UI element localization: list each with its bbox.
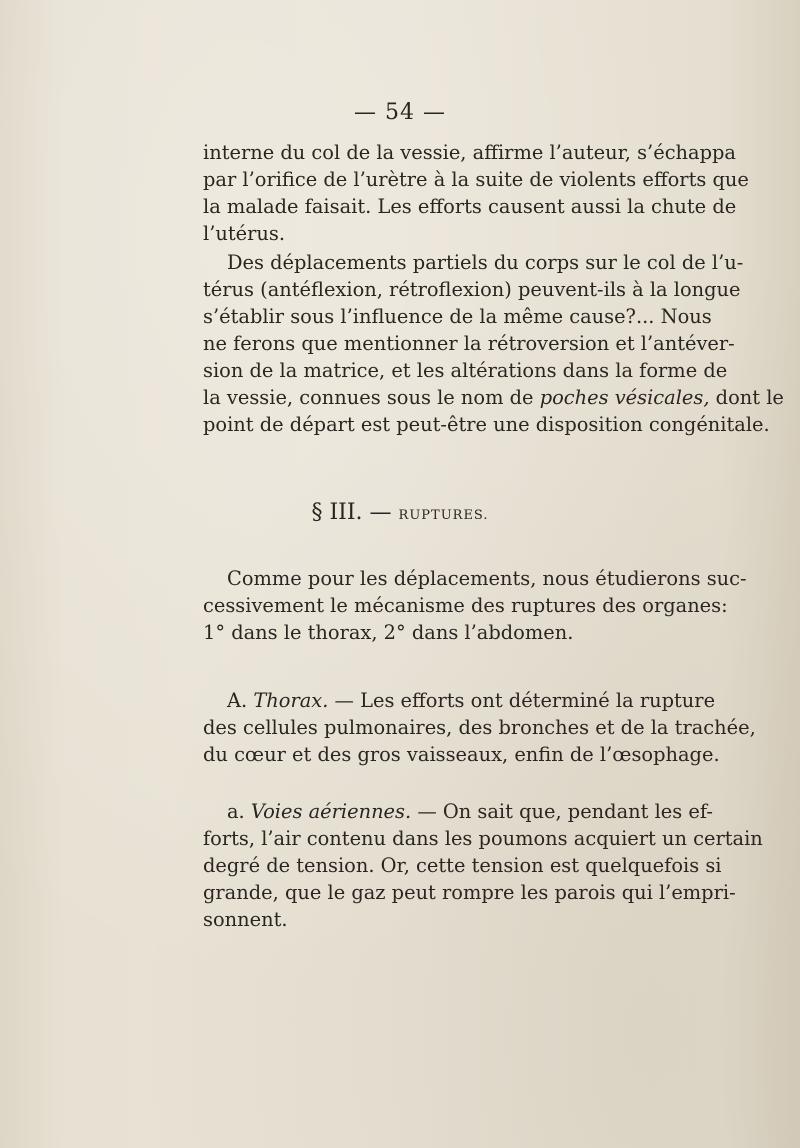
text-line: la malade faisait. Les efforts causent aussi la chute de xyxy=(203,195,737,218)
text-segment: — On sait que, pendant les ef- xyxy=(411,800,713,823)
subsection-title: Thorax. xyxy=(253,689,329,712)
text-line: s’établir sous l’influence de la même cause?... Nous xyxy=(203,305,712,328)
text-line: interne du col de la vessie, affirme l’auteur, s’échappa xyxy=(203,141,736,164)
text-line: sion de la matrice, et les altérations dans la forme de xyxy=(203,359,728,382)
paragraph-intro-ruptures xyxy=(203,565,747,646)
text-line: Des déplacements partiels du corps sur le col de l’u- xyxy=(227,251,744,274)
text-segment: dont le xyxy=(709,386,784,409)
section-heading xyxy=(0,500,800,525)
text-line: degré de tension. Or, cette tension est quelquefois si xyxy=(203,854,722,877)
subsection-label: a. xyxy=(227,800,245,823)
text-line: 1° dans le thorax, 2° dans l’abdomen. xyxy=(203,621,574,644)
text-line: forts, l’air contenu dans les poumons acquiert un certain xyxy=(203,827,763,850)
text-line: sonnent. xyxy=(203,908,288,931)
text-line: cessivement le mécanisme des ruptures des organes: xyxy=(203,594,728,617)
italic-term: poches vésicales, xyxy=(539,386,710,409)
text-line: point de départ est peut-être une disposition congénitale. xyxy=(203,413,770,436)
text-line: des cellules pulmonaires, des bronches et de la trachée, xyxy=(203,716,756,739)
text-line: l’utérus. xyxy=(203,222,285,245)
section-title: RUPTURES. xyxy=(398,508,489,523)
text-line: térus (antéflexion, rétroflexion) peuvent-ils à la longue xyxy=(203,278,741,301)
subsection-label: A. xyxy=(227,689,248,712)
paragraph-airways xyxy=(203,798,763,933)
text-line: ne ferons que mentionner la rétroversion et l’antéver- xyxy=(203,332,735,355)
page-number: — 54 — xyxy=(354,100,446,125)
paragraph-displacements xyxy=(203,249,784,438)
text-line: grande, que le gaz peut rompre les parois qui l’empri- xyxy=(203,881,736,904)
paragraph-thorax xyxy=(203,687,756,768)
text-line xyxy=(203,687,716,714)
section-prefix: § III. — xyxy=(311,500,392,525)
text-line: du cœur et des gros vaisseaux, enfin de l’œsophage. xyxy=(203,743,720,766)
text-segment: — Les efforts ont déterminé la rupture xyxy=(328,689,716,712)
paragraph-continuation xyxy=(203,139,749,247)
text-line xyxy=(203,798,713,825)
text-line xyxy=(203,384,784,411)
text-segment: la vessie, connues sous le nom de xyxy=(203,386,540,409)
subsection-title: Voies aériennes. xyxy=(250,800,412,823)
text-line: Comme pour les déplacements, nous étudierons suc- xyxy=(227,567,747,590)
text-line: par l’orifice de l’urètre à la suite de violents efforts que xyxy=(203,168,749,191)
